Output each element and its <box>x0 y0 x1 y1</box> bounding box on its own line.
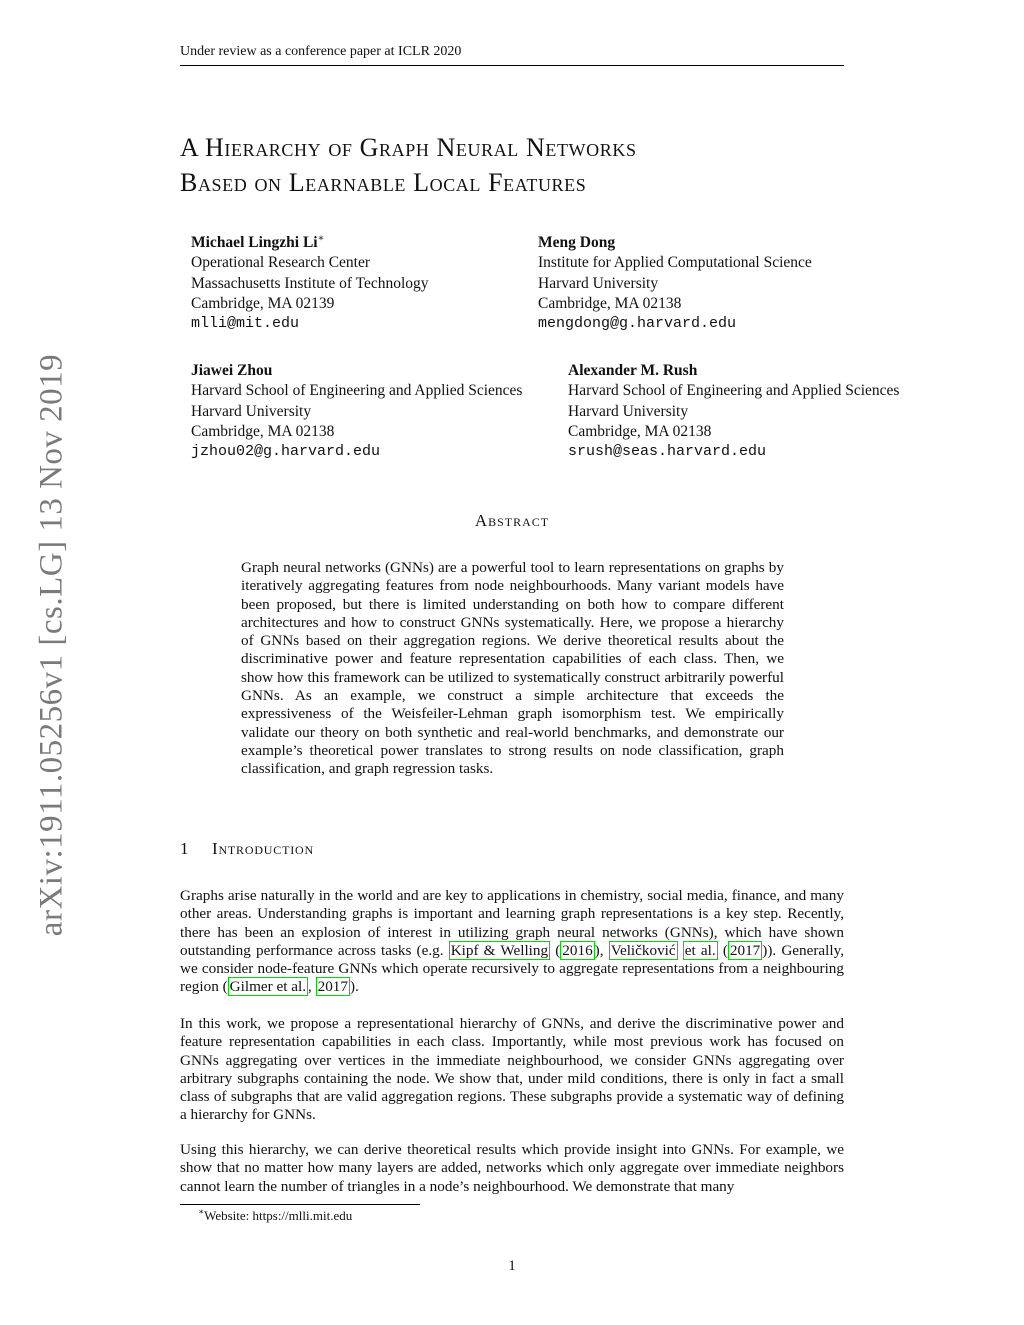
intro-paragraph-2: In this work, we propose a representational hierarchy of GNNs, and derive the discriminative power and feature representation capabilities in each class. Importantly, while most previous work has focused on GNNs aggregating over vertices in the immediate neighbourhood, we consider GNNs aggregating over arbitrary subgraphs containing the node. We show that, under mild conditions, there is only in fact a small class of subgraphs that are valid aggregation regions. These subgraphs provide a systematic way of defining a hierarchy for GNNs. <box>180 1015 844 1124</box>
paragraph-text: )). Generally, we consider node-feature GNNs which operate recursively to aggregate representations from a neighbouring region ( <box>180 941 845 996</box>
author-affiliation: Harvard School of Engineering and Applied Sciences <box>191 382 523 400</box>
paragraph-text: Graphs arise naturally in the world and are key to applications in chemistry, social media, finance, and many other areas. Understanding graphs is important and learning graph representations is a key step. Recently, there has been an explosion of interest in utilizing graph neural networks (GNNs), which have shown outstanding performance across tasks (e.g. <box>180 887 844 959</box>
citation-year-link[interactable]: 2016 <box>562 941 593 959</box>
author-institution: Harvard University <box>191 402 312 420</box>
section-title: Introduction <box>212 839 314 858</box>
paper-title <box>180 130 860 200</box>
header-rule <box>180 65 844 66</box>
citation-link[interactable]: Kipf & Welling <box>450 941 549 959</box>
section-number: 1 <box>180 839 190 858</box>
author-affiliation: Harvard School of Engineering and Applied Sciences <box>568 382 900 400</box>
author-block <box>191 361 522 462</box>
author-city: Cambridge, MA 02138 <box>191 422 335 440</box>
author-email[interactable]: mengdong@g.harvard.edu <box>538 315 737 333</box>
author-affiliation: Institute for Applied Computational Science <box>538 254 812 272</box>
author-affiliation: Operational Research Center <box>191 254 371 272</box>
citation-link[interactable]: Veličković <box>610 941 676 959</box>
page-number: 1 <box>508 1258 516 1274</box>
title-line-1: A Hierarchy of Graph Neural Networks <box>180 133 637 162</box>
author-name: Jiawei Zhou <box>191 362 273 379</box>
title-line-2: Based on Learnable Local Features <box>180 168 587 197</box>
paragraph-text: ). <box>349 978 359 996</box>
author-institution: Massachusetts Institute of Technology <box>191 274 429 292</box>
footnote-text[interactable]: Website: https://mlli.mit.edu <box>204 1208 353 1223</box>
author-block <box>191 233 429 334</box>
citation-link[interactable]: Gilmer et al. <box>229 978 306 996</box>
author-name: Michael Lingzhi Li <box>191 234 318 251</box>
author-name: Alexander M. Rush <box>568 362 698 379</box>
author-city: Cambridge, MA 02139 <box>191 294 335 312</box>
author-block <box>538 233 812 334</box>
paragraph-text: , <box>308 978 316 996</box>
author-block <box>568 361 899 462</box>
author-city: Cambridge, MA 02138 <box>568 422 712 440</box>
author-email[interactable]: jzhou02@g.harvard.edu <box>191 443 381 461</box>
author-institution: Harvard University <box>538 274 659 292</box>
citation-link[interactable]: et al. <box>684 941 716 959</box>
footnote-mark: ∗ <box>198 1206 205 1217</box>
citation-year-link[interactable]: 2017 <box>317 978 348 996</box>
author-email[interactable]: srush@seas.harvard.edu <box>568 443 767 461</box>
abstract-body: Graph neural networks (GNNs) are a powerful tool to learn representations on graphs by iteratively aggregating features from node neighbourhoods. Many variant models have been proposed, but there is limited understanding on both how to compare different architectures and how to construct GNNs systematically. Here, we propose a hierarchy of GNNs based on their aggregation regions. We derive theoretical results about the discriminative power and feature representation capabilities of each class. Then, we show how this framework can be utilized to systematically construct arbitrarily powerful GNNs. As an example, we construct a simple architecture that exceeds the expressiveness of the Weisfeiler-Lehman graph isomorphism test. We empirically validate our theory on both synthetic and real-world benchmarks, and demonstrate our example’s theoretical power translates to strong results on node classification, graph classification, and graph regression tasks. <box>241 559 784 778</box>
arxiv-stamp: arXiv:1911.05256v1 [cs.LG] 13 Nov 2019 <box>33 353 70 937</box>
intro-paragraph-1: Graphs arise naturally in the world and are key to applications in chemistry, social media, finance, and many other areas. Understanding graphs is important and learning graph representations is a key step. Recently, there has been an explosion of interest in utilizing graph neural networks (GNNs), which have shown outstanding performance across tasks (e.g. Kipf & Welling ( 2016 ), Veličković et al. ( 2017 )). Generally, we consider node-feature GNNs which operate recursively to aggregate representations from a neighbouring region ( Gilmer et al. , 2017 ). <box>180 887 845 996</box>
paragraph-text: ), <box>594 941 609 959</box>
footnote <box>198 1208 352 1224</box>
author-institution: Harvard University <box>568 402 689 420</box>
author-city: Cambridge, MA 02138 <box>538 294 682 312</box>
footnote-rule <box>180 1204 420 1205</box>
section-heading-introduction <box>180 839 314 859</box>
author-name: Meng Dong <box>538 234 616 251</box>
author-email[interactable]: mlli@mit.edu <box>191 315 300 333</box>
running-header: Under review as a conference paper at ICLR 2020 <box>180 44 462 59</box>
citation-year-link[interactable]: 2017 <box>729 941 761 959</box>
intro-paragraph-3: Using this hierarchy, we can derive theoretical results which provide insight into GNNs. For example, we show that no matter how many layers are added, networks which only aggregate over immediate neighbors cannot learn the number of triangles in a node’s neighbourhood. We demonstrate that many <box>180 1141 844 1195</box>
footnote-marker[interactable]: ∗ <box>317 232 325 244</box>
abstract-heading: Abstract <box>474 511 550 530</box>
